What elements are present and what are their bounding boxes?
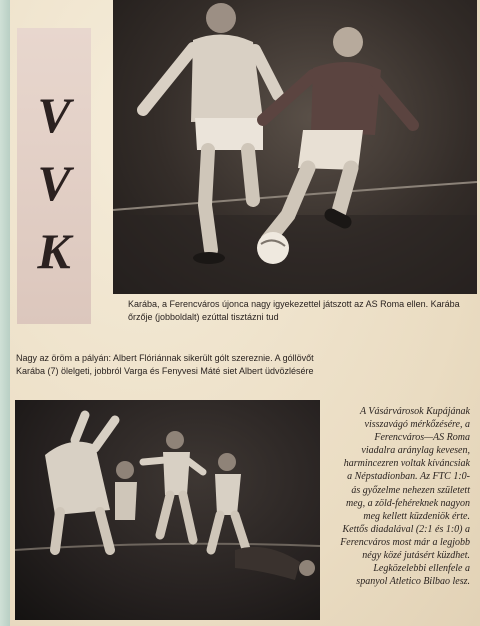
photo-bottom-caption: Nagy az öröm a pályán: Albert Flóriánnak sikerült gólt szereznie. A góllövőt Karába (7) ölelgeti, jobbról Varga és Fenyvesi Máté siet Albert üdvözlésére [16,353,314,376]
article-text: A Vásárvárosok Kupájának visszavágó mérkőzésére, a Ferencváros—AS Roma viadalra aránylag kevesen, harmincezren voltak kíváncsiak a Népstadionban. Az FTC 1:0-ás győzelme nehezen született meg, a zöld-fehéreknek nagyon meg kellett küzdeniök érte. Kettős diadalával (2:1 és 1:0) a Ferencváros most már a legjobb négy közé jutásért küzdhet. Legközelebbi ellenfele a spanyol Atletico Bilbao lesz. [340,406,470,588]
title-letter-2: V [37,155,71,211]
photo-top-caption: Karába, a Ferencváros újonca nagy igyekezettel játszott az AS Roma ellen. Karába őrzője (jobboldalt) ezúttal tisztázni tud [128,299,460,322]
page-edge-strip [0,0,10,626]
football-photo-top [113,0,477,294]
title-letter-1: V [37,87,71,143]
title-letter-3: K [37,223,71,279]
section-title-panel [17,28,91,324]
football-photo-bottom [15,400,320,620]
football-photo-top-illustration [113,0,477,294]
football-photo-bottom-illustration [15,400,320,620]
